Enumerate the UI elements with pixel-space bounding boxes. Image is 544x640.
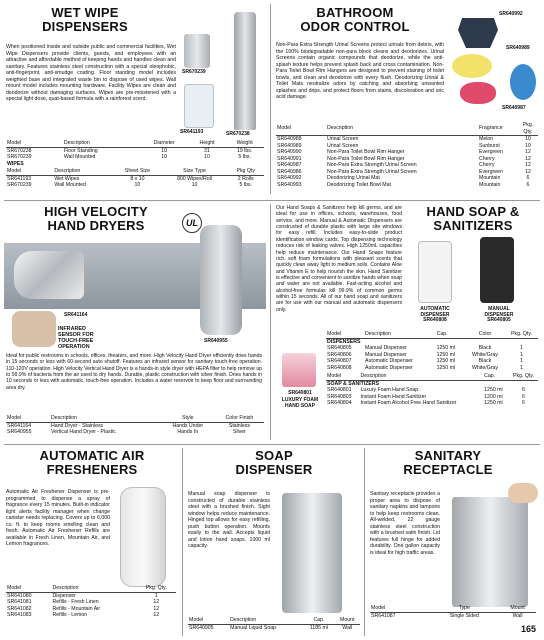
cell: 1185 ml (309, 624, 328, 631)
cell: 6 (522, 387, 525, 393)
cell: 1250 ml (436, 364, 456, 371)
cell: SR641080 (7, 592, 32, 599)
cell: 1250 ml (484, 387, 503, 393)
cell: Wall (512, 612, 523, 619)
ul-logo: UL (182, 213, 202, 233)
hand-dryer-title-line2: HAND DRYERS (47, 217, 145, 233)
cell: Floor Standing (63, 147, 98, 154)
table-subtitle-row (6, 161, 264, 168)
cell: 6 (522, 393, 525, 400)
cell: 10 (134, 182, 141, 188)
col-header: Mount (499, 605, 536, 612)
cell: 31 (204, 147, 210, 154)
cell: SR640807 (327, 358, 352, 364)
cell: 1250 ml (436, 345, 456, 351)
cell: 12 (525, 162, 531, 168)
col-header: Model (188, 617, 229, 624)
air-freshener-title (4, 449, 180, 476)
table-header-row (188, 617, 360, 624)
sanitary-table (370, 605, 536, 619)
col-header: Description (229, 617, 303, 624)
foam-soap-refill-image (282, 353, 316, 387)
table-row (276, 136, 538, 143)
cell: Urinal Screen (327, 136, 359, 142)
cell: Deodorizing Toilet Bowl Mat (327, 181, 391, 188)
cell: Non-Para Toilet Bowl Rim Hanger (327, 155, 405, 162)
hand-dryer-table (6, 415, 264, 436)
air-freshener-table (6, 585, 176, 619)
cell: SR641087 (371, 612, 396, 619)
table-subtitle-row (326, 338, 538, 345)
table-header-row (6, 168, 264, 175)
stainless-soap-dispenser-image (282, 493, 342, 613)
table-row (6, 147, 264, 154)
wipes-roll-image (184, 84, 214, 128)
cell: Refills - Mountain Air (52, 605, 101, 612)
hand-image (508, 483, 538, 503)
table-header-row (6, 415, 264, 422)
col-header: Model (326, 331, 364, 338)
col-header: Mount (335, 617, 361, 624)
cell: Non-Para Extra Strength Urinal Screen (327, 168, 417, 175)
cell: 10 (525, 142, 531, 149)
cell: SR640805 (327, 345, 352, 351)
cell: Urinal Screen (327, 142, 359, 149)
cell: Sunburst (479, 142, 500, 149)
odor-img-label-1: SR640992 (499, 11, 523, 17)
wet-wipe-table (6, 140, 264, 189)
hand-dryer-title-line1: HIGH VELOCITY (44, 204, 148, 219)
col-header: Cap. (483, 373, 509, 380)
hand-soap-title-line1: HAND SOAP & (426, 204, 520, 219)
cell: Luxury Foam Hand Soap (360, 387, 419, 393)
cell: SR640986 (277, 168, 302, 175)
foam-soap-code: SR640801 (288, 390, 312, 396)
cell: 19 lbs. (236, 147, 253, 154)
hand-soap-body: Our Hand Soaps & Sanitizers help kill germs, and are ideal for use in offices, schools, warehouses, food service, and more. Manual & Automatic Dispensers are constructed of durable plastic with large site windows for easy refill. Includes easy-to-slide product identification window cards. Top dispensing technology reduces risk of leaking valves. High 1250mL capacities help reduce maintenance. Our Hand Soaps feature rich, soft foam formulations with pleasant scents that quickly clean away light to medium soils. Contains Aloe and Vitamin E to help nourish the skin. Hand Sanitizer is effective and convenient to sanitize hands when soap and water are not available. Fast-acting alcohol and alcohol-free formulas kill 99.9% of common germs within 15 seconds. All of our hand soap and sanitizers are for use with our manual and automatic dispensers only. (276, 205, 402, 313)
cell: 1250 ml (484, 400, 503, 406)
cell: Manual Dispenser (365, 351, 407, 358)
col-header: Model (6, 168, 53, 175)
urinal-mat-image (458, 18, 498, 48)
col-header: Model (6, 140, 63, 147)
odor-control-title (280, 6, 430, 33)
cell: SR640992 (277, 175, 302, 181)
hand-dryer-section (4, 203, 266, 443)
cell: 12 (525, 168, 531, 175)
cell: SR640804 (327, 400, 352, 406)
sanitary-title-line1: SANITARY (414, 448, 482, 463)
table-header-row (276, 122, 538, 136)
cell: Wall (342, 624, 353, 631)
wet-wipe-body: When positioned inside and outside public and commercial facilities, Wet Wipe Dispensers provide clients, guests, and employees with an attractive and affordable method of keeping hands and handles clean and sanitary. Features stainless steel construction with a special oleophobic, anti-fingerprint, anti-smudge coating. Floor standing model includes weighted base and integrated waste bin to dispose of used wipes. Wall mount model includes mounting hardware. Facility Wipes are clean and deodorize without damaging surfaces. Wipes are pre-moistened with a special light dose, quat-based formula with a rainforest scent. (6, 44, 176, 102)
table-header-row (6, 585, 176, 592)
auto-dispenser-caption: AUTOMATIC DISPENSER SR640808 (420, 306, 450, 323)
cell: 1 (154, 592, 158, 599)
cell: SR640989 (277, 142, 302, 149)
cell: SR640955 (7, 429, 32, 435)
cell: Automatic Dispenser (365, 358, 413, 364)
dispensers-table (326, 331, 538, 407)
cell: SR640990 (277, 149, 302, 155)
cell: Wall Mounted (54, 182, 86, 188)
cell: SR670239 (7, 154, 32, 160)
wet-wipe-title (10, 6, 160, 33)
col-header: Type (429, 605, 499, 612)
col-header: Color (465, 331, 505, 338)
wet-wipe-section (4, 4, 266, 199)
automatic-dispenser-image (418, 241, 452, 303)
cell: White/Gray (472, 351, 498, 358)
cell: SR641081 (7, 599, 32, 605)
table-row (6, 429, 264, 436)
col-header: Description (359, 373, 483, 380)
table-header-row (326, 373, 538, 380)
cell: DISPENSERS (327, 338, 361, 345)
odor-control-title-line2: ODOR CONTROL (300, 18, 410, 34)
divider (182, 448, 183, 636)
cell: 8 x 10 (130, 175, 145, 182)
cell: SR670239 (7, 182, 32, 188)
table-subtitle-row (326, 380, 538, 387)
wet-wipe-img-label-1: SR670239 (182, 69, 206, 75)
col-header: Model (6, 585, 52, 592)
cell: SR640803 (327, 393, 352, 400)
page-number: 165 (520, 623, 536, 634)
cell: 5 lbs. (239, 182, 252, 188)
odor-img-label-3: SR640987 (502, 105, 526, 111)
cell: SOAP & SANITIZERS (327, 380, 380, 387)
table-header-row (370, 605, 536, 612)
cell: SR640987 (277, 162, 302, 168)
wall-wipe-dispenser-image (184, 34, 210, 68)
col-header: Description (50, 415, 161, 422)
wet-wipe-img-label-3: SR670238 (226, 131, 250, 137)
table-row (188, 624, 360, 631)
cell: SR640993 (277, 181, 302, 188)
table-row (6, 175, 264, 182)
cell: SR641083 (7, 612, 32, 618)
cell: SR640808 (327, 364, 352, 371)
soap-dispenser-body: Manual soap dispenser is constructed of durable stainless steel with a brushed finish. Sight window helps reduce maintenance. Hinged top allows for easy refilling, push button operation. Mounts easily to the wall. Accepts liquid and lotion hand soaps. 1000 ml capacity. (188, 491, 270, 549)
col-header: Color Finish (215, 415, 264, 422)
cell: 12 (525, 155, 531, 162)
cell: 1250 ml (436, 351, 456, 358)
sanitary-body: Sanitary receptacle provides a proper area to dispose of sanitary napkins and tampons to help keep restrooms clean. All-welded, 22 gauge stainless steel construction with a brushed satin finish. Lid features full hinge for added durability. One gallon capacity is ideal for high traffic areas. (370, 491, 440, 556)
cell: 2 Rolls (237, 175, 254, 182)
soap-dispenser-title-line2: DISPENSER (235, 461, 313, 477)
stainless-hand-dryer-image (14, 251, 84, 299)
wet-wipe-title-line2: DISPENSERS (42, 18, 128, 34)
cell: Evergreen (479, 168, 503, 175)
cell: Refills - Fresh Linen (52, 599, 99, 605)
cell: White/Gray (472, 364, 498, 371)
cell: 1200 ml (484, 393, 503, 400)
cell: Cherry (479, 162, 495, 168)
table-row (6, 592, 176, 599)
table-row (276, 182, 538, 189)
cell: Automatic Dispenser (365, 364, 413, 371)
cell: SR640905 (189, 624, 214, 631)
cell: Instant Foam Hand Sanitizer (360, 393, 427, 400)
divider (4, 200, 540, 201)
cell: Black (478, 345, 492, 351)
cell: Hands In (177, 429, 199, 435)
col-header: Fragrance (478, 122, 518, 136)
soap-dispenser-section (186, 447, 362, 637)
cell: 10 (525, 136, 531, 142)
air-freshener-section (4, 447, 180, 637)
table-row (6, 612, 176, 619)
col-header: Style (161, 415, 215, 422)
cell: Stainless (228, 422, 250, 429)
col-header: Description (53, 168, 113, 175)
divider (4, 444, 540, 445)
table-header-row (326, 331, 538, 338)
hand-dryer-body: Ideal for public restrooms in schools, offices, theaters, and more. High Velocity Hand Dryer efficiently dries hands in 15 seconds or less with 60-second auto shutoff. Features an infrared sensor for sanitary touch-free operation. 110-120V operation. High Velocity Vertical Hand Dryer is a hands-in style dryer with HEPA filter to help remove up to 99.9% of bacteria from the air used to dry hands. Durable, plastic construction with silver finish. Dries hands in 10 seconds or less with automatic, touch-free operation. Includes a water reservoir to keep floor and surrounding area dry. (6, 353, 262, 391)
rim-hanger-image (460, 82, 496, 104)
cell: 6 (526, 181, 530, 188)
hand-soap-title (408, 205, 538, 232)
col-header: Pkg. Qty. (509, 373, 538, 380)
cell: 1 (520, 364, 523, 371)
wet-wipe-img-label-2: SR641193 (180, 129, 204, 135)
air-freshener-title-line2: FRESHENERS (46, 461, 138, 477)
vertical-hand-dryer-image (200, 225, 242, 335)
cell: 12 (153, 612, 160, 618)
sensor-caption: INFRARED SENSOR FOR TOUCH-FREE OPERATION (58, 326, 94, 350)
col-header: Pkg. Qty. (505, 331, 538, 338)
cell: 5 lbs. (238, 154, 251, 160)
cell: Wet Wipes (54, 175, 80, 182)
col-header: Model (276, 122, 326, 136)
hand-soap-section (274, 203, 540, 443)
wet-wipe-title-line1: WET WIPE (51, 5, 119, 20)
col-header: Description (326, 122, 478, 136)
col-header: Size Type (162, 168, 228, 175)
manual-dispenser-image (480, 237, 514, 303)
cell: SR641193 (7, 175, 32, 182)
cell: Silver (232, 429, 246, 435)
hand-dryer-title (16, 205, 176, 232)
odor-control-table (276, 122, 538, 188)
col-header: Model (326, 373, 359, 380)
cell: SR640991 (277, 155, 302, 162)
cell: Mountain (479, 181, 501, 188)
cell: Single Sided (449, 612, 479, 619)
cell: WIPES (7, 160, 24, 167)
col-header: Height (189, 140, 225, 147)
cell: Cherry (479, 155, 495, 162)
col-header: Cap. (436, 331, 465, 338)
cell: Refills - Lemon (52, 612, 88, 618)
sanitary-title (368, 449, 528, 476)
odor-control-body: Non-Para Extra Strength Urinal Screens protect urinals from debris, with the 100% biodegradable non-para block cleans and deodorizes. Urinal Screens contain organic compounds that deodorize, while the anti-splash texture helps prevent splash back and cross contamination. Non-Para Toilet Bowl Rim Hangers are designed to prevent staining of toilet bowls, and clean and deodorize with every flush. Deodorizing Urinal & Toilet Mats neutralize odors by catching and absorbing unwanted splashes and drips, and protect floors from stains, discoloration and uric acid damage. (276, 42, 444, 100)
cell: 1250 ml (436, 358, 456, 364)
divider (270, 204, 271, 440)
soap-dispenser-title-line1: SOAP (255, 448, 293, 463)
dryer-img-label-1: SR641164 (64, 312, 88, 318)
cell: SR641164 (7, 422, 32, 429)
cell: Hands Under (172, 422, 204, 429)
cell: Non-Para Extra Strength Urinal Screen (327, 162, 417, 168)
cell: 12 (525, 149, 531, 155)
cell: Black (478, 358, 492, 364)
col-header: Model (6, 415, 50, 422)
cell: Wall Mounted (63, 154, 96, 160)
cell: 1 (520, 358, 523, 364)
cell: Manual Liquid Soap (230, 624, 276, 631)
cell: 10 (191, 182, 198, 188)
air-freshener-body: Automatic Air Freshener Dispenser is pre-programmed to dispense a spray of fragrance every 15 minutes. Built-in indicator light alerts facility manager when change canister needs replacing. Covers up to 6,000 cu. ft. to keep rooms smelling clean and fresh. Automatic Air Freshener Refills are available in Fresh Linen, Mountain Air, and Lemon fragrances. (6, 489, 110, 547)
cell: 800 Wipes/Roll (177, 175, 212, 182)
table-header-row (6, 140, 264, 147)
cell: Deodorizing Urinal Mat (327, 175, 380, 181)
col-header: Pkg. Qty. (137, 585, 176, 592)
table-row (326, 365, 538, 372)
cell: 12 (153, 605, 160, 612)
sanitary-title-line2: RECEPTACLE (403, 461, 493, 477)
col-header: Pkg Qty (227, 168, 264, 175)
col-header: Weight (225, 140, 264, 147)
cell: 12 (153, 599, 160, 605)
col-header: Model (370, 605, 429, 612)
divider (270, 4, 271, 194)
sanitary-section (368, 447, 540, 637)
air-freshener-dispenser-image (120, 487, 166, 587)
col-header: Cap. (303, 617, 334, 624)
cell: SR641082 (7, 605, 32, 612)
cell: 1 (520, 345, 523, 351)
dryer-img-label-2: SR640955 (204, 338, 228, 344)
col-header: Pkg. Qty. (518, 122, 538, 136)
air-freshener-title-line1: AUTOMATIC AIR (39, 448, 145, 463)
hand-soap-title-line2: SANITIZERS (433, 217, 513, 233)
cell: 10 (161, 154, 168, 160)
cell: Non-Para Toilet Bowl Rim Hanger (327, 149, 405, 155)
cell: Dispenser (52, 592, 76, 599)
cell: SR640806 (327, 351, 352, 358)
sensor-hand-image (12, 311, 56, 347)
table-row (6, 422, 264, 429)
cell: SR670238 (7, 147, 32, 154)
soap-dispenser-title (186, 449, 362, 476)
divider (364, 448, 365, 636)
cell: Evergreen (479, 149, 503, 155)
table-row (6, 182, 264, 189)
cell: Manual Dispenser (365, 345, 407, 351)
cell: 10 (161, 147, 168, 154)
cell: SR640801 (327, 387, 352, 393)
urinal-screen-blue-image (510, 64, 536, 100)
odor-img-label-2: SR640989 (506, 45, 530, 51)
cell: Vertical Hand Dryer - Plastic (50, 429, 116, 435)
col-header: Description (52, 585, 137, 592)
cell: SR640988 (277, 136, 302, 142)
cell: Hand Dryer - Stainless (50, 422, 104, 429)
cell: Mountain (479, 175, 501, 181)
odor-control-title-line1: BATHROOM (316, 5, 394, 20)
manual-dispenser-caption: MANUAL DISPENSER SR640805 (484, 306, 514, 323)
table-row (326, 400, 538, 407)
cell: 1 (520, 351, 523, 358)
cell: Melon (479, 136, 494, 142)
cell: Instant Foam Alcohol Free Hand Sanitizer (360, 400, 457, 406)
sanitary-receptacle-image (452, 497, 528, 607)
odor-control-section (274, 4, 540, 199)
col-header: Sheet Size (113, 168, 161, 175)
table-row (370, 612, 536, 619)
col-header: Description (364, 331, 436, 338)
foam-soap-caption: LUXURY FOAM HAND SOAP (281, 397, 319, 409)
cell: 10 (204, 154, 210, 160)
urinal-screen-image (452, 54, 492, 78)
col-header: Diameter (139, 140, 188, 147)
cell: 6 (526, 175, 530, 181)
floor-wipe-dispenser-image (234, 12, 256, 130)
soap-dispenser-table (188, 617, 360, 631)
cell: 6 (522, 400, 525, 406)
col-header: Description (63, 140, 140, 147)
